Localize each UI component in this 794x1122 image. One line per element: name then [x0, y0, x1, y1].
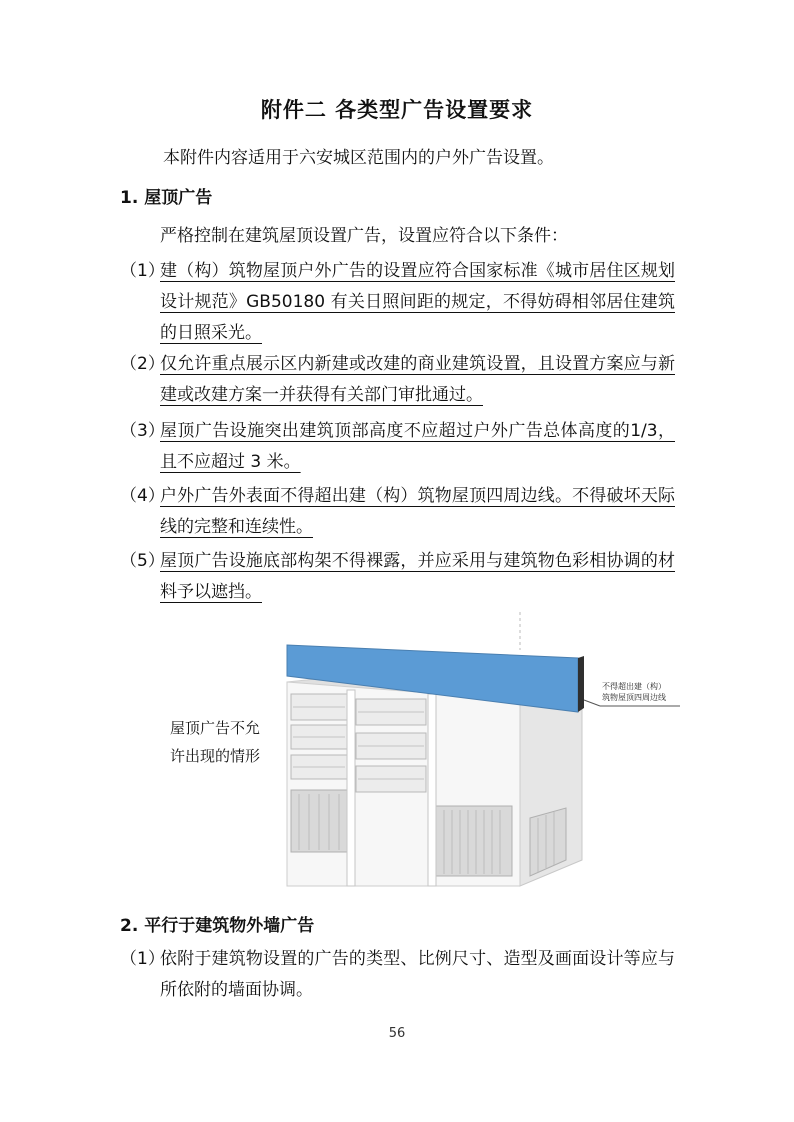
item-number: （4） — [120, 486, 165, 506]
item-text: 户外广告外表面不得超出建（构）筑物屋顶四周边线。不得破坏天际线的完整和连续性。 — [160, 486, 675, 537]
item-number: （3） — [120, 421, 165, 441]
billboard-edge — [578, 656, 584, 712]
item-text: 依附于建筑物设置的广告的类型、比例尺寸、造型及画面设计等应与所依附的墙面协调。 — [160, 949, 675, 1000]
intro-text: 本附件内容适用于六安城区范围内的户外广告设置。 — [163, 148, 554, 168]
section1-heading: 1. 屋顶广告 — [120, 188, 213, 208]
item-number: （1） — [120, 261, 165, 281]
column — [347, 690, 355, 886]
page-number: 56 — [388, 1026, 406, 1041]
page-title: 附件二 各类型广告设置要求 — [260, 98, 534, 122]
item-text: 仅允许重点展示区内新建或改建的商业建筑设置，且设置方案应与新建或改建方案一并获得有关部门审批通过。 — [160, 354, 675, 405]
item-number: （2） — [120, 354, 165, 374]
item-text: 建（构）筑物屋顶户外广告的设置应符合国家标准《城市居住区规划设计规范》GB50180 有关日照间距的规定，不得妨碍相邻居住建筑的日照采光。 — [160, 261, 675, 343]
item-text: 屋顶广告设施突出建筑顶部高度不应超过户外广告总体高度的1/3，且不应超过 3 米。 — [160, 421, 675, 472]
section1-lead: 严格控制在建筑屋顶设置广告，设置应符合以下条件： — [160, 226, 568, 246]
list-item — [120, 944, 675, 1006]
callout-text-1: 不得超出建（构） — [602, 682, 666, 691]
storefront — [436, 806, 512, 876]
section2-heading: 2. 平行于建筑物外墙广告 — [120, 916, 315, 936]
figure-caption: 屋顶广告不允许出现的情形 — [170, 719, 261, 765]
column — [428, 694, 436, 886]
callout-text-2: 筑物屋顶四周边线 — [602, 693, 666, 702]
item-text: 屋顶广告设施底部构架不得裸露，并应采用与建筑物色彩相协调的材料予以遮挡。 — [160, 551, 675, 602]
item-number: （5） — [120, 551, 165, 571]
callout-leader — [584, 700, 600, 706]
item-number: （1） — [120, 949, 165, 969]
